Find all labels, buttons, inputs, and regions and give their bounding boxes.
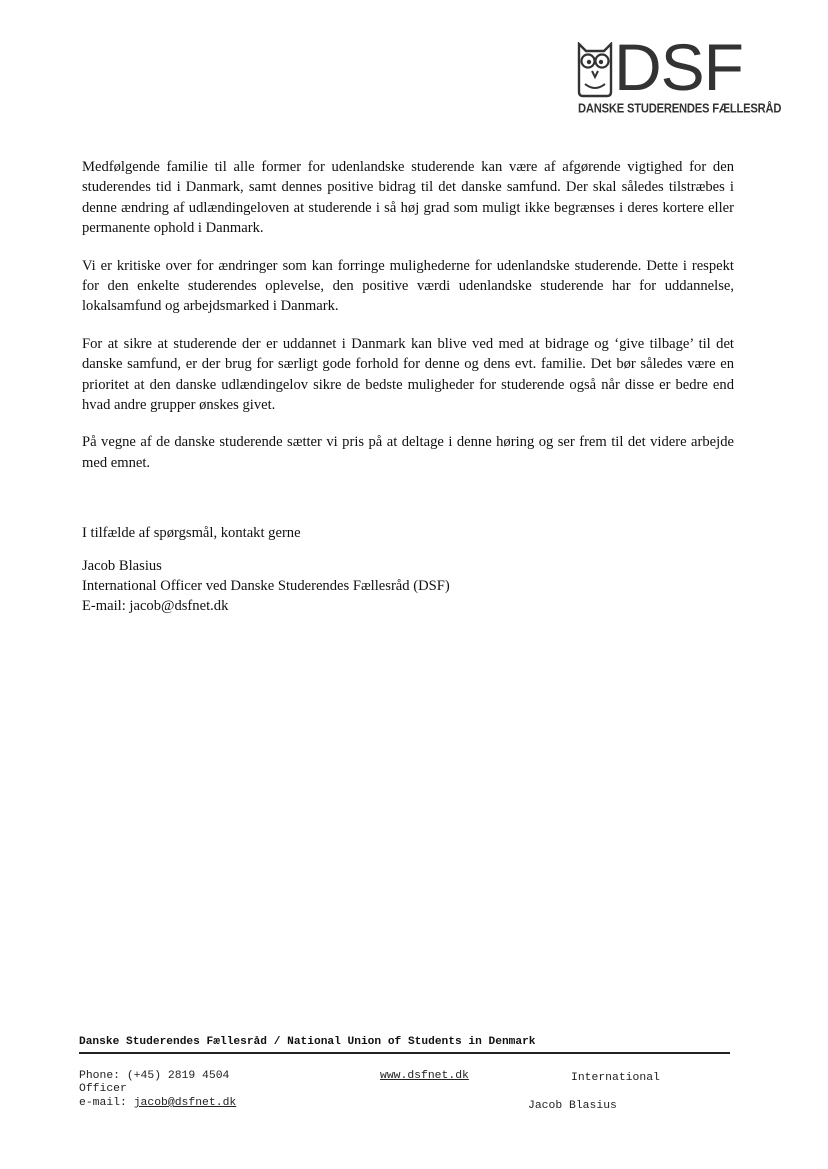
footer-international: International bbox=[571, 1072, 660, 1084]
footer-phone: Phone: (+45) 2819 4504 bbox=[79, 1070, 230, 1082]
logo-letters: DSF bbox=[614, 30, 743, 104]
footer-email-label: e-mail: bbox=[79, 1097, 127, 1109]
footer-email-row bbox=[79, 1096, 236, 1110]
contact-name: Jacob Blasius bbox=[82, 558, 162, 574]
contact-block bbox=[82, 523, 450, 616]
body-paragraph: På vegne af de danske studerende sætter vi pris på at deltage i denne høring og ser frem til det videre arbejde med emnet. bbox=[82, 434, 734, 471]
logo-subtitle: DANSKE STUDERENDES FÆLLESRÅD bbox=[578, 102, 782, 116]
footer-officer: Officer bbox=[79, 1083, 127, 1095]
footer-name: Jacob Blasius bbox=[528, 1100, 617, 1112]
contact-email[interactable]: E-mail: jacob@dsfnet.dk bbox=[82, 598, 229, 614]
contact-title: International Officer ved Danske Studerendes Fællesråd (DSF) bbox=[82, 578, 450, 594]
body-paragraph: Medfølgende familie til alle former for udenlandske studerende kan være af afgørende vigtighed for den studerendes tid i Danmark, samt dennes positive bidrag til det danske samfund. Der skal således tilstræbes i denne ændring af udlændingeloven at studerende i så høj grad som muligt ikke begrænses i deres kortere eller permanente ophold i Danmark. bbox=[82, 159, 734, 237]
body-paragraph: Vi er kritiske over for ændringer som kan forringe mulighederne for udenlandske studerende. Dette i respekt for den enkelte studerendes oplevelse, den positive værdi udenlandske studerende har for uddannelse, lokalsamfund og arbejdsmarked i Danmark. bbox=[82, 257, 734, 315]
footer-title: Danske Studerendes Fællesråd / National Union of Students in Denmark bbox=[79, 1036, 536, 1048]
contact-intro: I tilfælde af spørgsmål, kontakt gerne bbox=[82, 525, 301, 541]
letter-body bbox=[82, 157, 734, 473]
footer-website-link[interactable]: www.dsfnet.dk bbox=[380, 1070, 469, 1082]
dsf-logo bbox=[576, 30, 782, 120]
footer-email-link[interactable]: jacob@dsfnet.dk bbox=[133, 1097, 237, 1109]
body-paragraph: For at sikre at studerende der er uddannet i Danmark kan blive ved med at bidrage og ‘give tilbage’ til det danske samfund, er der brug for særligt gode forhold for denne og dens evt. familie. Det bør således være en prioritet at den danske udlændingelov sikre de bedste muligheder for studerende også når disse er bedre end hvad andre grupper ønskes givet. bbox=[82, 335, 734, 414]
footer-divider bbox=[79, 1052, 730, 1054]
owl-icon bbox=[576, 42, 614, 98]
